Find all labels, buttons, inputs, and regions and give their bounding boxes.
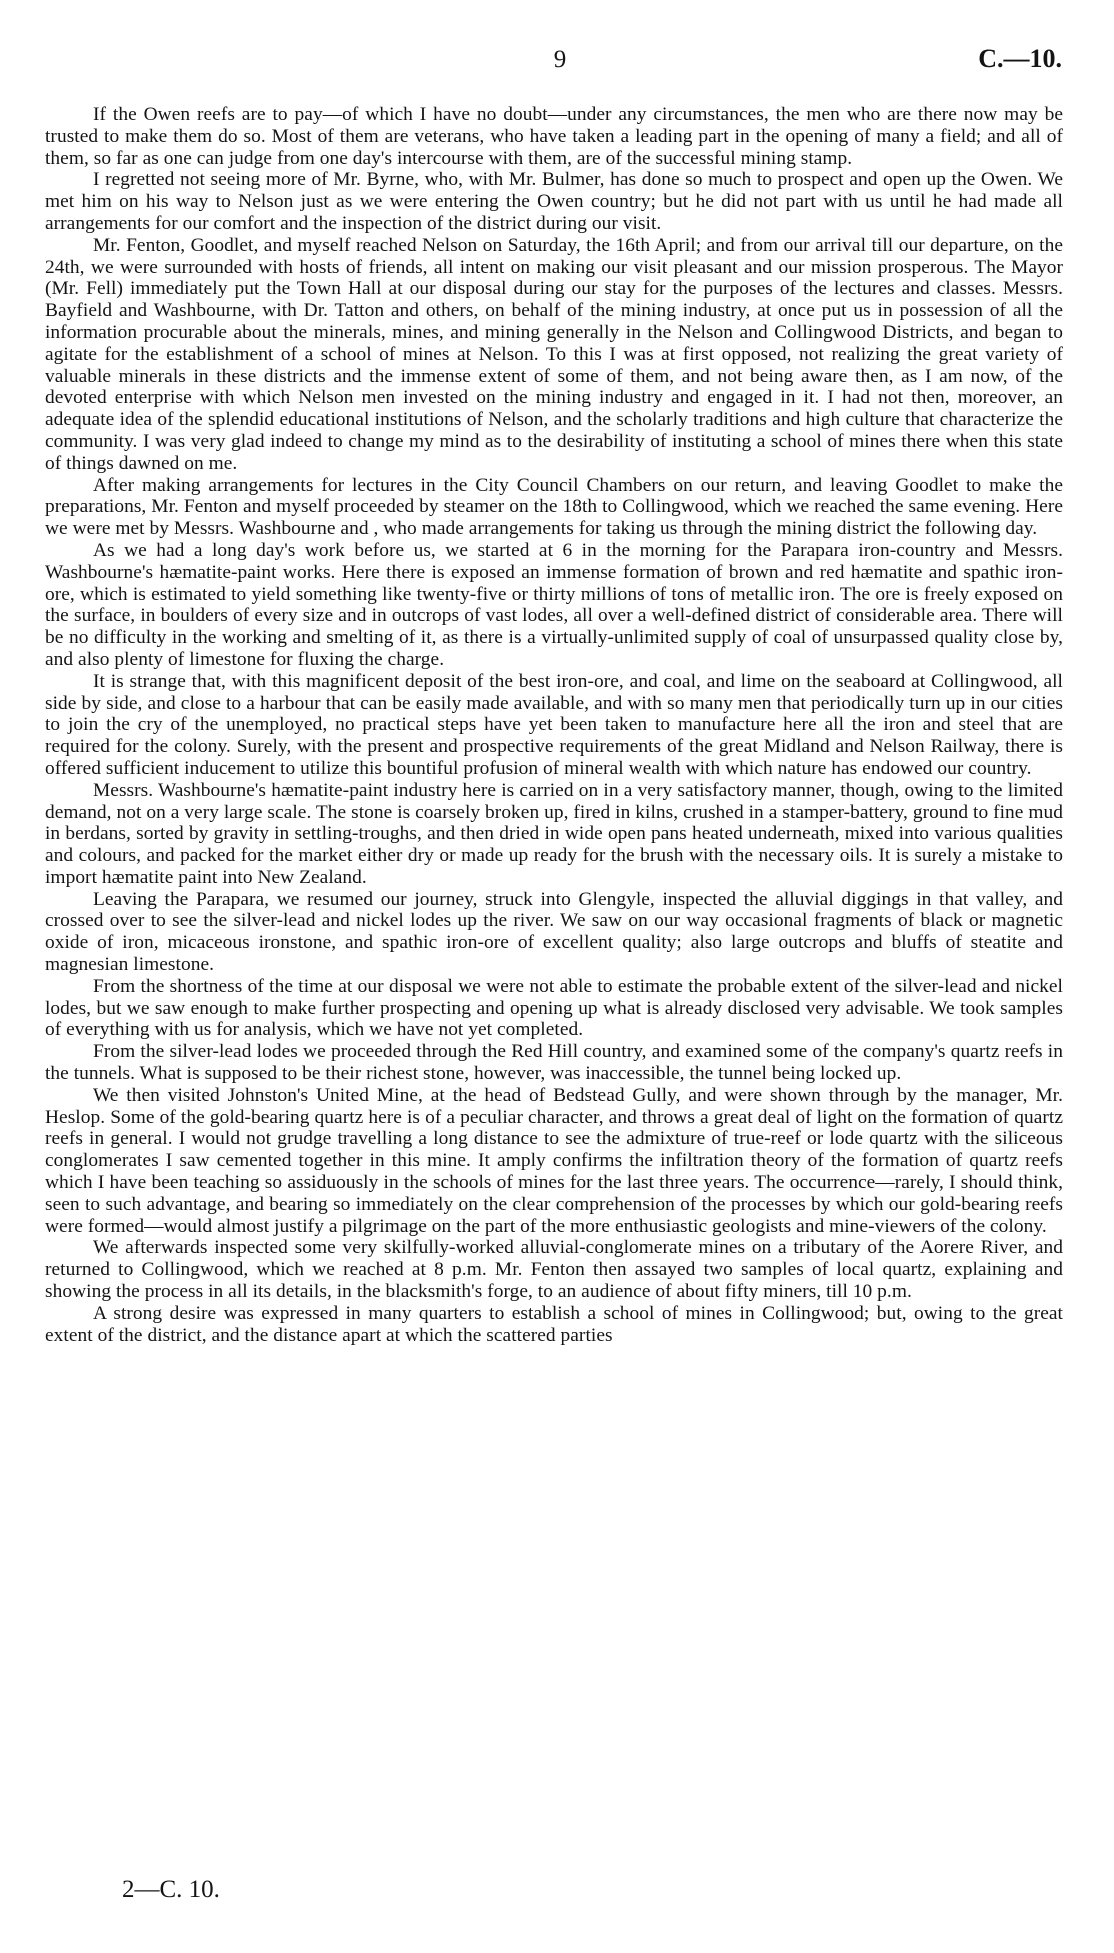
paragraph-collingwood-steamer: After making arrangements for lectures in the City Council Chambers on our return, and leaving Goodlet to make the preparations, Mr. Fenton and myself proceeded by steamer on the 18th to Collingwood, which we reached the same evening. Here we were met by Messrs. Washbourne and , who made arrangements for taking us through the mining district the following day. bbox=[45, 474, 1063, 540]
paragraph-silver-lead-lodes: From the shortness of the time at our disposal we were not able to estimate the probable extent of the silver-lead and nickel lodes, but we saw enough to make further prospecting and opening up what is already disclosed very advisable. We took samples of everything with us for analysis, which we have not yet completed. bbox=[45, 975, 1063, 1041]
body-text bbox=[45, 104, 1063, 1346]
paragraph-nelson-arrival: Mr. Fenton, Goodlet, and myself reached Nelson on Saturday, the 16th April; and from our arrival till our departure, on the 24th, we were surrounded with hosts of friends, all intent on making our visit pleasant and our mission prosperous. The Mayor (Mr. Fell) immediately put the Town Hall at our disposal during our stay for the purposes of the lectures and classes. Messrs. Bayfield and Washbourne, with Dr. Tatton and others, on behalf of the mining industry, at once put us in possession of all the information procurable about the minerals, mines, and mining generally in the Nelson and Collingwood Districts, and began to agitate for the establishment of a school of mines at Nelson. To this I was at first opposed, not realizing the great variety of valuable minerals in these districts and the immense extent of some of them, and not being aware then, as I am now, of the devoted enterprise with which Nelson men invested on the mining industry and engaged in it. I had not then, moreover, an adequate idea of the splendid educational institutions of Nelson, and the scholarly traditions and high culture that characterize the community. I was very glad indeed to change my mind as to the desirability of instituting a school of mines there when this state of things dawned on me. bbox=[45, 234, 1063, 474]
paragraph-haematite-paint: Messrs. Washbourne's hæmatite-paint industry here is carried on in a very satisfactory manner, though, owing to the limited demand, not on a very large scale. The stone is coarsely broken up, fired in kilns, crushed in a stamper-battery, ground to fine mud in berdans, sorted by gravity in settling-troughs, and then dried in wide open pans heated underneath, mixed into various qualities and colours, and packed for the market either dry or made up ready for the brush with the necessary oils. It is surely a mistake to import hæmatite paint into New Zealand. bbox=[45, 779, 1063, 888]
paragraph-mr-byrne: I regretted not seeing more of Mr. Byrne, who, with Mr. Bulmer, has done so much to prospect and open up the Owen. We met him on his way to Nelson just as we were entering the Owen country; but he did not part with us until he had made all arrangements for our comfort and the inspection of the district during our visit. bbox=[45, 169, 1063, 234]
page-number: 9 bbox=[553, 46, 567, 73]
document-reference: C.—10. bbox=[978, 44, 1062, 73]
paragraph-iron-steel-manufacture: It is strange that, with this magnificent deposit of the best iron-ore, and coal, and lime on the seaboard at Collingwood, all side by side, and close to a harbour that can be easily made available, and with so many men that periodically turn up in our cities to join the cry of the unemployed, no practical steps have yet been taken to manufacture here all the iron and steel that are required for the colony. Surely, with the present and prospective requirements of the great Midland and Nelson Railway, there is offered sufficient inducement to utilize this bountiful profusion of mineral wealth with which nature has endowed our country. bbox=[45, 670, 1063, 779]
paragraph-glengyle: Leaving the Parapara, we resumed our journey, struck into Glengyle, inspected the alluvial diggings in that valley, and crossed over to see the silver-lead and nickel lodes up the river. We saw on our way occasional fragments of black or magnetic oxide of iron, micaceous ironstone, and spathic iron-ore of excellent quality; also large outcrops and bluffs of steatite and magnesian limestone. bbox=[45, 888, 1063, 976]
paragraph-collingwood-school: A strong desire was expressed in many quarters to establish a school of mines in Collingwood; but, owing to the great extent of the district, and the distance apart at which the scattered parties bbox=[45, 1302, 1063, 1346]
paragraph-red-hill: From the silver-lead lodes we proceeded through the Red Hill country, and examined some of the company's quartz reefs in the tunnels. What is supposed to be their richest stone, however, was inaccessible, the tunnel being locked up. bbox=[45, 1041, 1063, 1085]
page-signature-mark: 2—C. 10. bbox=[122, 1876, 220, 1903]
paragraph-aorere-river: We afterwards inspected some very skilfully-worked alluvial-conglomerate mines on a tributary of the Aorere River, and returned to Collingwood, which we reached at 8 p.m. Mr. Fenton then assayed two samples of local quartz, explaining and showing the process in all its details, in the blacksmith's forge, to an audience of about fifty miners, till 10 p.m. bbox=[45, 1237, 1063, 1303]
paragraph-johnstons-mine: We then visited Johnston's United Mine, at the head of Bedstead Gully, and were shown through by the manager, Mr. Heslop. Some of the gold-bearing quartz here is of a peculiar character, and throws a great deal of light on the formation of quartz reefs in general. I would not grudge travelling a long distance to see the admixture of true-reef or lode quartz with the siliceous conglomerates I saw cemented together in this mine. It amply confirms the infiltration theory of the formation of quartz reefs which I have been teaching so assiduously in the schools of mines for the last three years. The occurrence—rarely, I should think, seen to such advantage, and bearing so immediately on the clear comprehension of the processes by which our gold-bearing reefs were formed—would almost justify a pilgrimage on the part of the more enthusiastic geologists and mine-viewers of the colony. bbox=[45, 1084, 1063, 1237]
paragraph-parapara-iron: As we had a long day's work before us, we started at 6 in the morning for the Parapara iron-country and Messrs. Washbourne's hæmatite-paint works. Here there is exposed an immense formation of brown and red hæmatite and spathic iron-ore, which is estimated to yield something like twenty-five or thirty millions of tons of metallic iron. The ore is freely exposed on the surface, in boulders of every size and in outcrops of vast lodes, all over a well-defined district of considerable area. There will be no difficulty in the working and smelting of it, as there is a virtually-unlimited supply of coal of unsurpassed quality close by, and also plenty of limestone for fluxing the charge. bbox=[45, 539, 1063, 670]
paragraph-owen-reefs: If the Owen reefs are to pay—of which I have no doubt—under any circumstances, the men who are there now may be trusted to make them do so. Most of them are veterans, who have taken a leading part in the opening of many a field; and all of them, so far as one can judge from one day's intercourse with them, are of the successful mining stamp. bbox=[45, 104, 1063, 169]
